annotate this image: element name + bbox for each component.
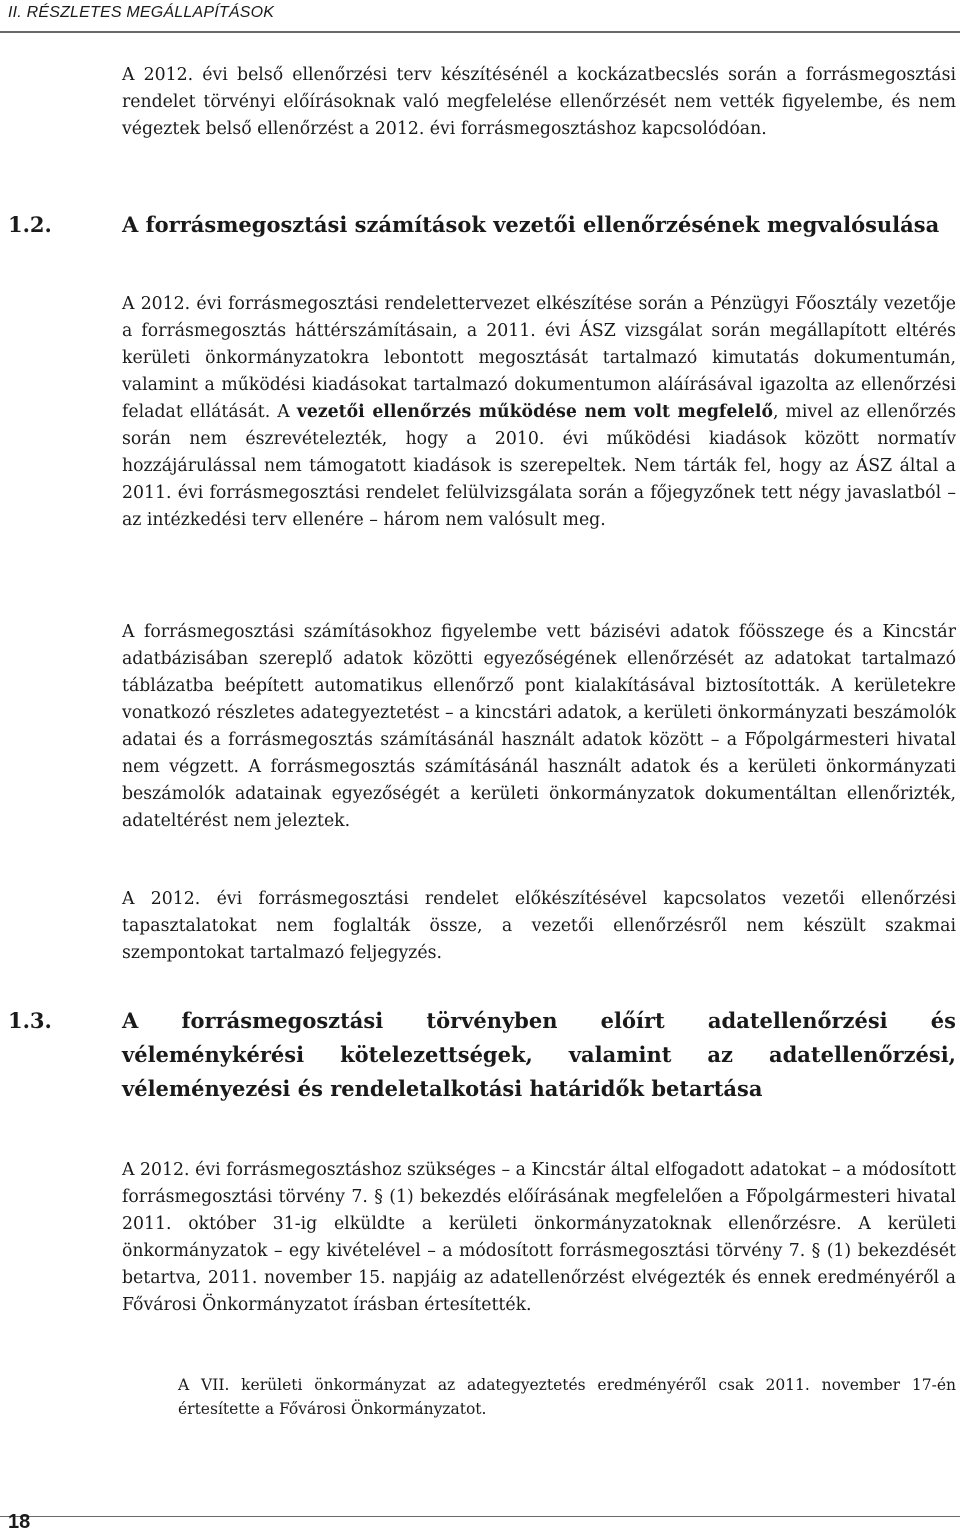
footer-rule <box>0 1516 960 1517</box>
header-rule <box>0 31 960 33</box>
running-header: II. RÉSZLETES MEGÁLLAPÍTÁSOK <box>8 4 275 21</box>
section-1-2-title: A forrásmegosztási számítások vezetői ellenőrzésének megvalósulása <box>122 212 940 237</box>
section-1-3-title: A forrásmegosztási törvényben előírt adatellenőrzési és véleménykérési kötelezettségek, valamint az adatellenőrzési, véleményezési és rendeletalkotási határidők betartása <box>122 1008 956 1101</box>
section-1-3-note: A VII. kerületi önkormányzat az adategyeztetés eredményéről csak 2011. november 17-én értesítette a Fővárosi Önkormányzatot. <box>178 1376 956 1418</box>
section-1-3-paragraph-1: A 2012. évi forrásmegosztáshoz szükséges – a Kincstár által elfogadott adatokat – a módosított forrásmegosztási törvény 7. § (1) bekezdés előírásának megfelelően a Főpolgármesteri hivatal 2011. október 31-ig elküldte a kerületi önkormányzatoknak ellenőrzésre. A kerületi önkormányzatok – egy kivételével – a módosított forrásmegosztási törvény 7. § (1) bekezdését betartva, 2011. november 15. napjáig az adatellenőrzést elvégezték és ennek eredményéről a Fővárosi Önkormányzatot írásban értesítették. <box>122 1160 956 1315</box>
section-1-2-number: 1.2. <box>8 212 52 237</box>
intro-paragraph: A 2012. évi belső ellenőrzési terv készítésénél a kockázatbecslés során a forrásmegosztási rendelet törvényi előírásoknak való megfelelése ellenőrzését nem vették figyelembe, és nem végeztek belső ellenőrzést a 2012. évi forrásmegosztáshoz kapcsolódóan. <box>122 65 956 139</box>
section-1-3-number: 1.3. <box>8 1008 52 1033</box>
paragraph-text: A 2012. évi forrásmegosztási rendelettervezet elkészítése során a Pénzügyi Főosztály vezetője a forrásmegosztás háttérszámításain, a 2011. évi ÁSZ vizsgálat során megállapított eltérés kerületi önkormányzatokra lebontott megosztását tartalmazó kimutatás dokumentumán, valamint a működési kiadásokat tartalmazó dokumentumon aláírásával igazolta az ellenőrzési feladat ellátását. A <box>122 294 956 422</box>
page-number: 18 <box>8 1511 31 1533</box>
section-1-2-paragraph-3: A 2012. évi forrásmegosztási rendelet előkészítésével kapcsolatos vezetői ellenőrzési tapasztalatokat nem foglalták össze, a vezetői ellenőrzésről nem készült szakmai szempontokat tartalmazó feljegyzés. <box>122 889 956 963</box>
section-1-2-paragraph-1 <box>122 291 956 534</box>
emphasis-text: vezetői ellenőrzés működése nem volt megfelelő <box>296 402 773 422</box>
section-1-2-paragraph-2: A forrásmegosztási számításokhoz figyelembe vett bázisévi adatok főösszege és a Kincstár adatbázisában szereplő adatok közötti egyezőségének ellenőrzését az adatokat tartalmazó táblázatba beépített automatikus ellenőrző pont kialakításával biztosították. A kerületekre vonatkozó részletes adategyeztetést – a kincstári adatok, a kerületi önkormányzati beszámolók adatai és a forrásmegosztás számításánál használt adatok között – a Főpolgármesteri hivatal nem végzett. A forrásmegosztás számításánál használt adatok és a kerületi önkormányzati beszámolók adatainak egyezőségét a kerületi önkormányzatok dokumentáltan ellenőrizték, adateltérést nem jeleztek. <box>122 622 956 831</box>
paragraph-text: , mivel az ellenőrzés során nem észrevételezték, hogy a 2010. évi működési kiadások között normatív hozzájárulással nem támogatott kiadások is szerepeltek. Nem tárták fel, hogy az ÁSZ által a 2011. évi forrásmegosztási rendelet felülvizsgálata során a főjegyzőnek tett négy javaslatból – az intézkedési terv ellenére – három nem valósult meg. <box>122 402 956 530</box>
